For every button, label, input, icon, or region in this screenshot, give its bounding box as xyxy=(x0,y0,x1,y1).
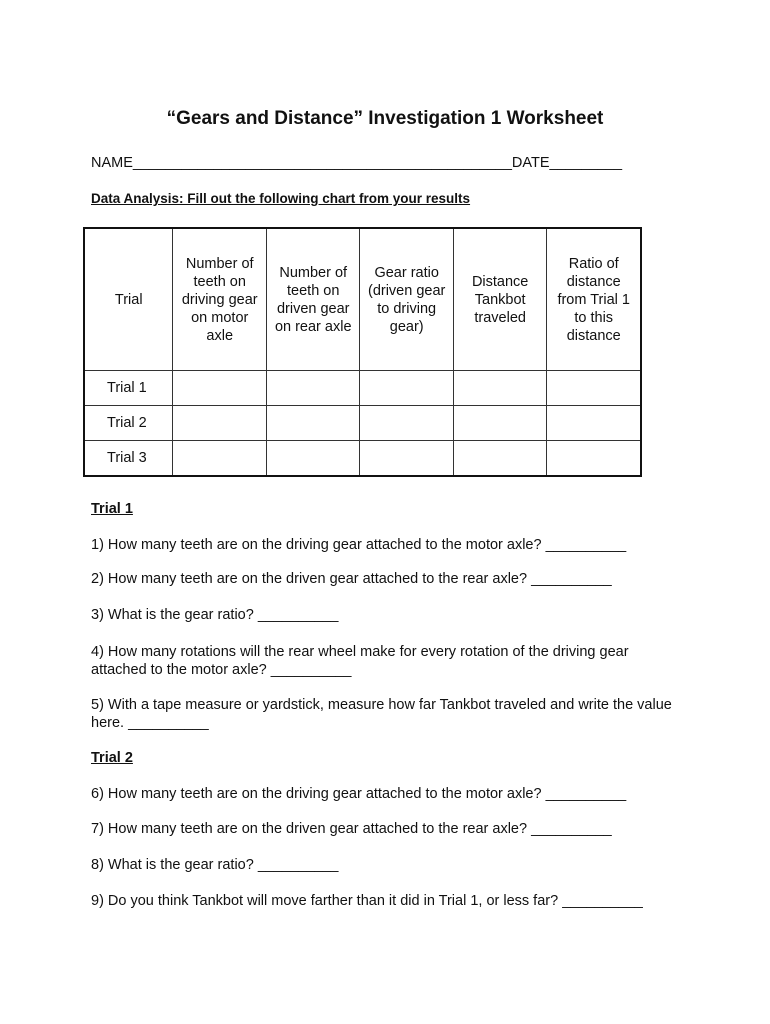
table-cell[interactable] xyxy=(453,441,547,477)
question-5: 5) With a tape measure or yardstick, measure how far Tankbot traveled and write the value here. __________ xyxy=(91,697,672,731)
worksheet-title: “Gears and Distance” Investigation 1 Worksheet xyxy=(166,108,604,129)
name-date-line: NAME_______________________________________________DATE_________ xyxy=(91,155,623,171)
table-cell[interactable] xyxy=(453,371,547,406)
question-9: 9) Do you think Tankbot will move farther than it did in Trial 1, or less far? __________ xyxy=(91,893,643,909)
row-label: Trial 2 xyxy=(84,406,173,441)
table-cell[interactable] xyxy=(173,441,267,477)
header-trial: Trial xyxy=(84,228,173,371)
trial1-heading: Trial 1 xyxy=(91,501,133,517)
table-cell[interactable] xyxy=(173,371,267,406)
header-gear-ratio: Gear ratio (driven gear to driving gear) xyxy=(360,228,453,371)
table-cell[interactable] xyxy=(266,406,360,441)
table-cell[interactable] xyxy=(547,441,641,477)
data-analysis-heading: Data Analysis: Fill out the following chart from your results xyxy=(91,191,471,206)
question-2: 2) How many teeth are on the driven gear attached to the rear axle? __________ xyxy=(91,571,612,587)
row-label: Trial 3 xyxy=(84,441,173,477)
table-row xyxy=(84,406,641,441)
table-row xyxy=(84,441,641,477)
header-driven-teeth: Number of teeth on driven gear on rear axle xyxy=(266,228,360,371)
table-cell[interactable] xyxy=(453,406,547,441)
table-cell[interactable] xyxy=(173,406,267,441)
table-cell[interactable] xyxy=(360,441,453,477)
table-cell[interactable] xyxy=(547,406,641,441)
row-label: Trial 1 xyxy=(84,371,173,406)
trial2-heading: Trial 2 xyxy=(91,750,133,766)
table-cell[interactable] xyxy=(360,406,453,441)
question-8: 8) What is the gear ratio? __________ xyxy=(91,857,339,873)
table-header-row xyxy=(84,228,641,371)
table-row xyxy=(84,371,641,406)
table-cell[interactable] xyxy=(360,371,453,406)
question-6: 6) How many teeth are on the driving gear attached to the motor axle? __________ xyxy=(91,786,627,802)
header-distance-ratio: Ratio of distance from Trial 1 to this distance xyxy=(547,228,641,371)
header-distance: Distance Tankbot traveled xyxy=(453,228,547,371)
table-cell[interactable] xyxy=(547,371,641,406)
table-cell[interactable] xyxy=(266,371,360,406)
question-3: 3) What is the gear ratio? __________ xyxy=(91,607,339,623)
question-7: 7) How many teeth are on the driven gear attached to the rear axle? __________ xyxy=(91,821,612,837)
results-table xyxy=(83,227,642,477)
table-cell[interactable] xyxy=(266,441,360,477)
header-driving-teeth: Number of teeth on driving gear on motor axle xyxy=(173,228,267,371)
question-1: 1) How many teeth are on the driving gear attached to the motor axle? __________ xyxy=(91,537,627,553)
question-4: 4) How many rotations will the rear wheel make for every rotation of the driving gear attached to the motor axle? __________ xyxy=(91,644,629,678)
